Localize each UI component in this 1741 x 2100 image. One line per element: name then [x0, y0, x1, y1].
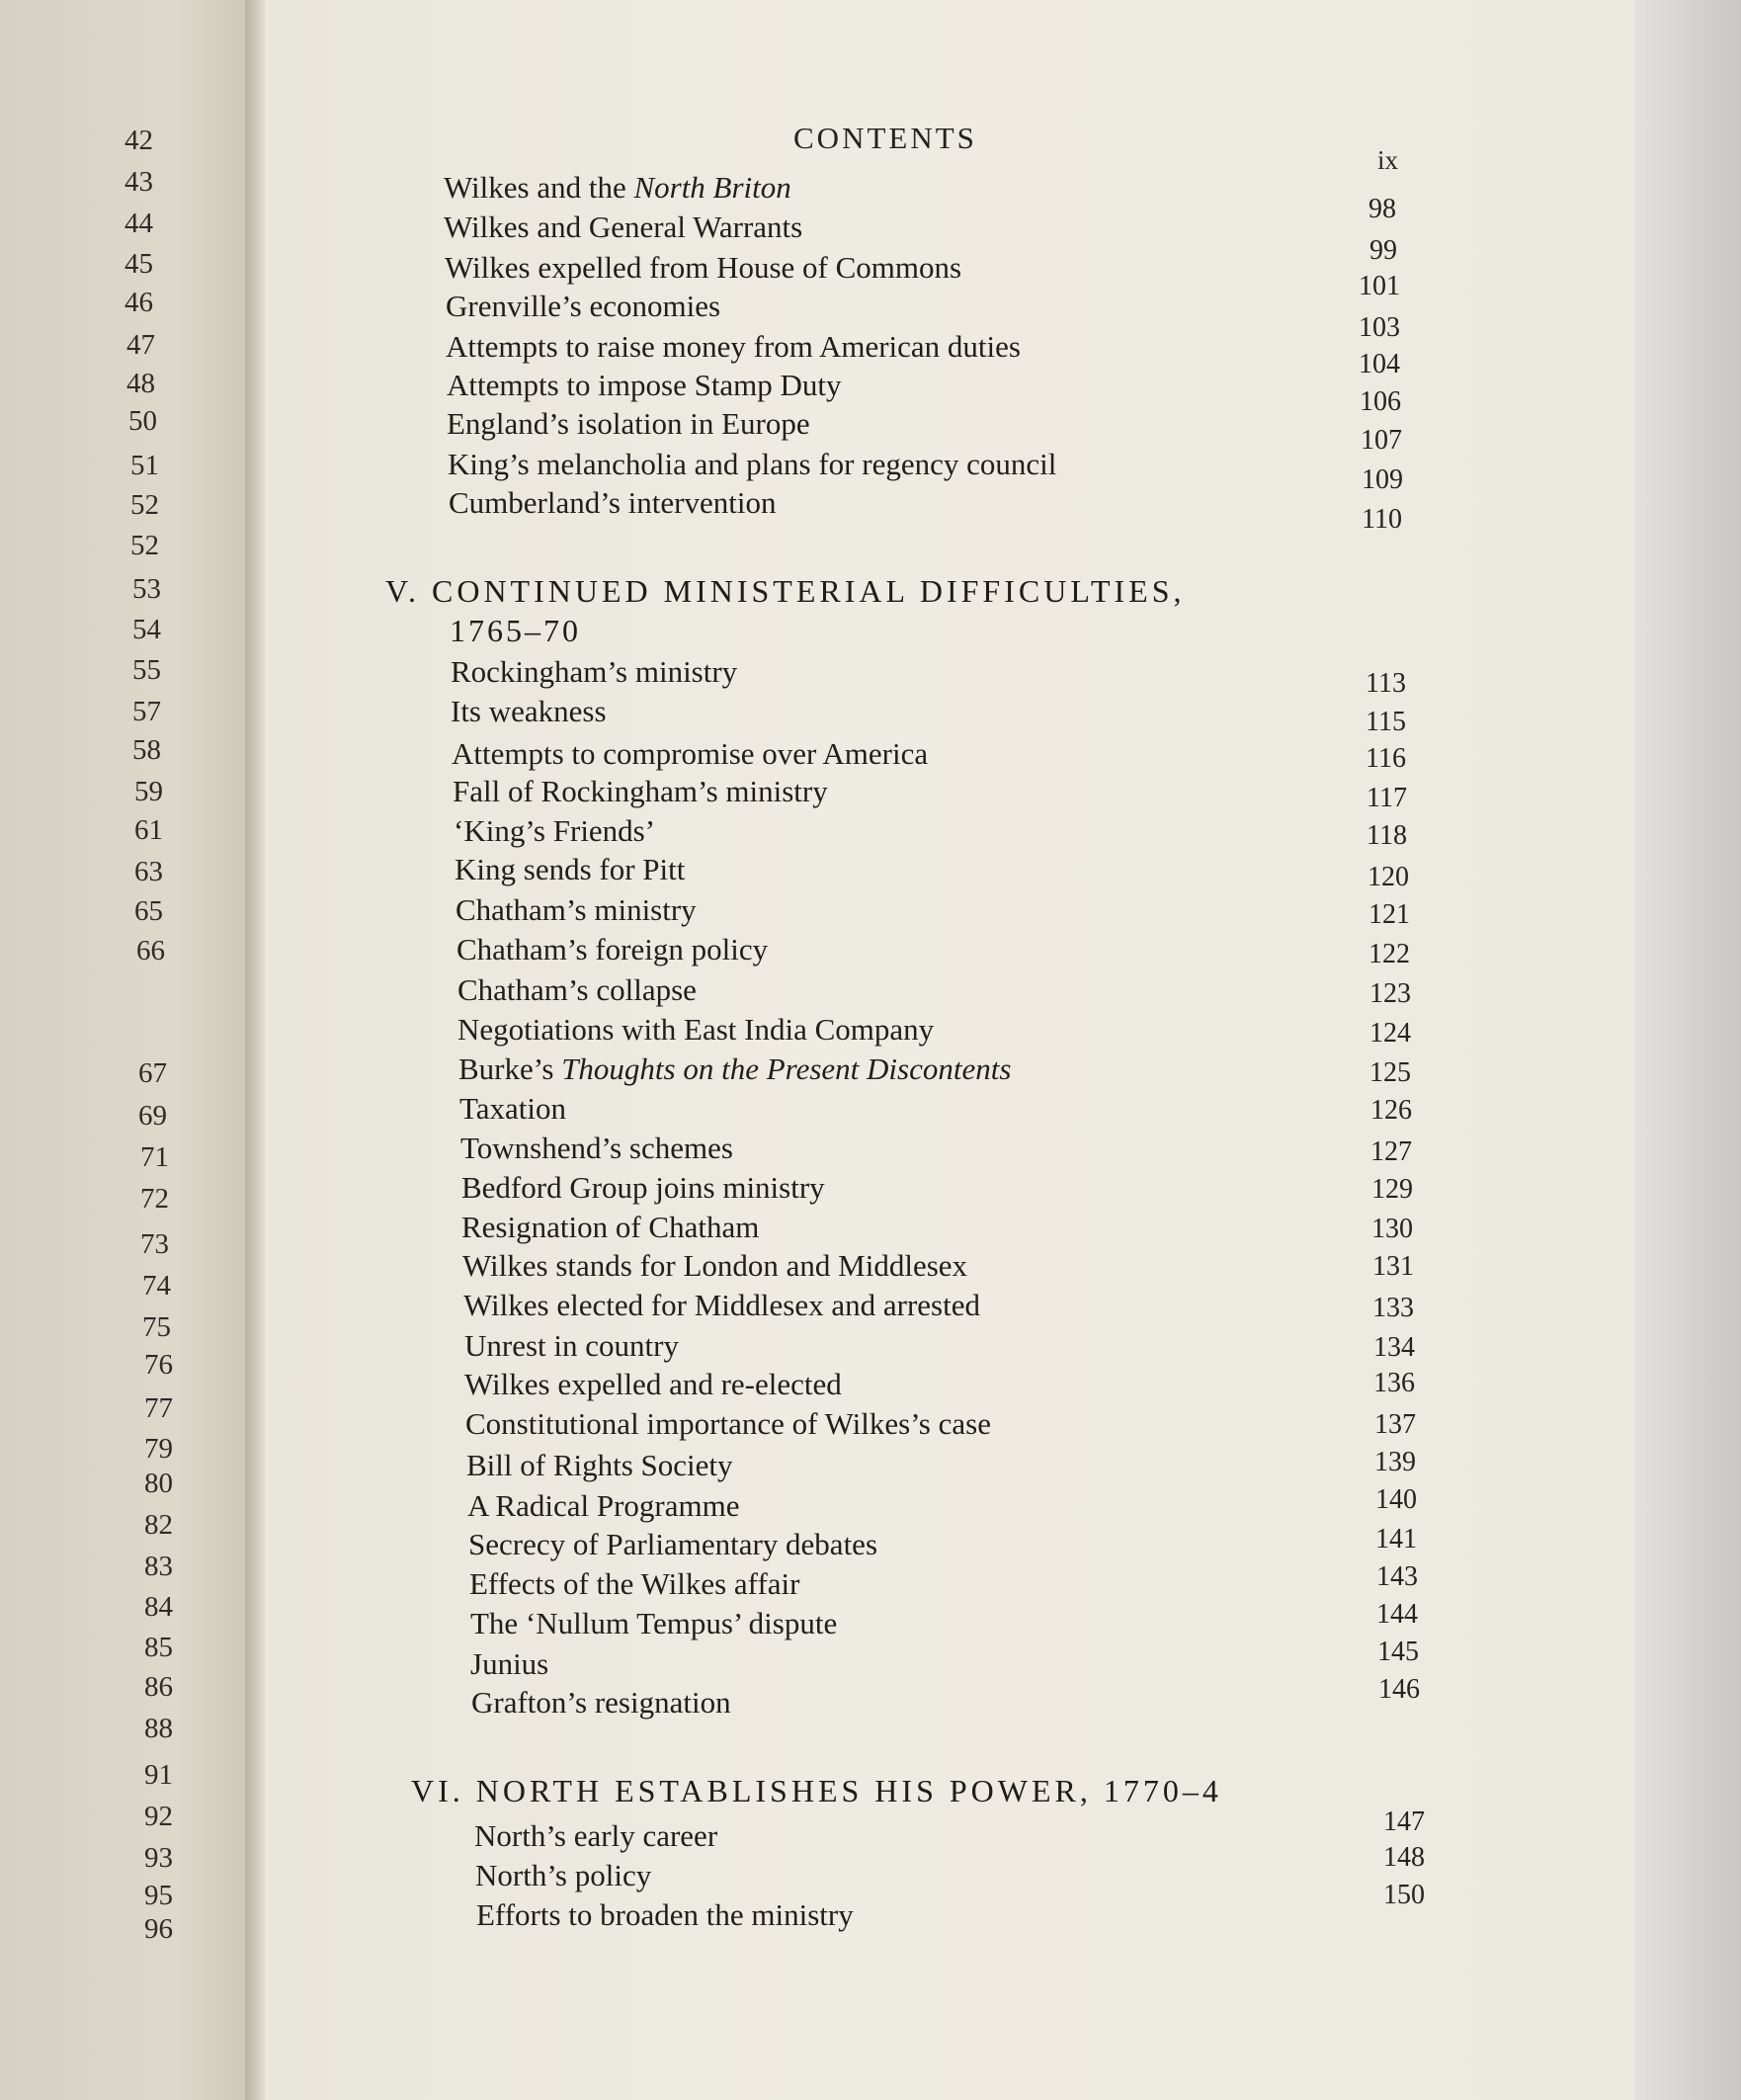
left-number: 72 [140, 1183, 169, 1215]
left-number: 75 [142, 1311, 171, 1343]
left-number: 61 [134, 814, 163, 846]
chapter-heading: VI. NORTH ESTABLISHES HIS POWER, 1770–4 [411, 1773, 1222, 1808]
toc-page-number: 137 [1374, 1409, 1416, 1440]
running-head: CONTENTS [793, 121, 977, 155]
left-number: 71 [140, 1141, 169, 1173]
toc-entry: Bill of Rights Society [466, 1448, 733, 1482]
toc-entry: Resignation of Chatham [461, 1210, 760, 1244]
left-number: 57 [132, 696, 161, 727]
left-number: 65 [134, 895, 163, 927]
toc-page-number: 103 [1359, 312, 1400, 343]
toc-entry: Attempts to raise money from American duties [446, 329, 1021, 364]
toc-entry: Fall of Rockingham’s ministry [453, 774, 828, 808]
toc-entry: Chatham’s foreign policy [456, 932, 769, 966]
toc-page-number: 127 [1370, 1136, 1412, 1167]
left-number: 74 [142, 1270, 171, 1302]
left-number: 51 [130, 450, 159, 481]
left-number: 77 [144, 1392, 173, 1424]
toc-page-number: 143 [1376, 1561, 1418, 1592]
left-number: 91 [144, 1759, 173, 1791]
toc-entry: Wilkes stands for London and Middlesex [462, 1248, 968, 1283]
toc-page-number: 145 [1377, 1637, 1419, 1667]
left-number: 58 [132, 734, 161, 766]
toc-page-number: 131 [1372, 1251, 1414, 1282]
toc-page-number: 136 [1373, 1368, 1415, 1398]
toc-page-number: 125 [1369, 1057, 1411, 1088]
book-gutter [245, 0, 267, 2100]
toc-entry: Attempts to compromise over America [452, 736, 929, 771]
toc-entry: ‘King’s Friends’ [454, 813, 656, 848]
left-number: 53 [132, 573, 161, 605]
left-number: 69 [138, 1100, 167, 1132]
left-number: 86 [144, 1671, 173, 1703]
left-number: 82 [144, 1509, 173, 1541]
toc-entry: Grenville’s economies [446, 289, 721, 323]
left-number: 50 [128, 405, 157, 437]
toc-entry: King’s melancholia and plans for regency council [448, 447, 1057, 481]
toc-entry: England’s isolation in Europe [447, 406, 810, 441]
toc-entry: Wilkes expelled from House of Commons [445, 250, 962, 285]
toc-entry: Attempts to impose Stamp Duty [447, 368, 842, 402]
left-number: 52 [130, 530, 159, 561]
toc-page-number: 121 [1368, 899, 1410, 930]
toc-page-number: 118 [1367, 820, 1407, 851]
toc-entry: Wilkes expelled and re-elected [464, 1367, 842, 1401]
left-number: 42 [124, 125, 153, 156]
toc-page-number: 146 [1378, 1674, 1420, 1705]
toc-page-number: 113 [1366, 668, 1406, 699]
toc-entry: Taxation [459, 1091, 567, 1126]
left-number: 48 [126, 368, 155, 399]
toc-entry: North’s policy [475, 1858, 652, 1892]
toc-page-number: 115 [1366, 707, 1406, 737]
left-number: 46 [124, 287, 153, 318]
toc-entry: Wilkes and General Warrants [444, 210, 803, 244]
left-number: 55 [132, 654, 161, 686]
toc-page-number: 110 [1362, 504, 1402, 535]
toc-page-number: 123 [1369, 978, 1411, 1009]
toc-page-number: 134 [1373, 1332, 1415, 1363]
toc-entry: Grafton’s resignation [471, 1685, 731, 1720]
toc-page-number: 130 [1371, 1214, 1413, 1244]
toc-page-number: 124 [1369, 1018, 1411, 1049]
left-number: 73 [140, 1228, 169, 1260]
left-number: 63 [134, 856, 163, 887]
toc-entry: Cumberland’s intervention [449, 485, 777, 520]
toc-entry: Efforts to broaden the ministry [476, 1897, 854, 1932]
toc-entry: Constitutional importance of Wilkes’s case [465, 1406, 991, 1441]
left-number: 84 [144, 1591, 173, 1623]
toc-entry: Townshend’s schemes [460, 1131, 733, 1165]
toc-page-number: 117 [1367, 783, 1407, 813]
toc-page-number: 141 [1375, 1524, 1417, 1554]
left-number: 92 [144, 1801, 173, 1832]
toc-entry: Wilkes elected for Middlesex and arrested [463, 1288, 980, 1322]
left-number: 80 [144, 1468, 173, 1499]
toc-entry: King sends for Pitt [455, 852, 686, 886]
toc-entry: Bedford Group joins ministry [461, 1170, 825, 1205]
toc-entry: Chatham’s ministry [456, 892, 697, 927]
chapter-heading: V. CONTINUED MINISTERIAL DIFFICULTIES, [385, 573, 1186, 609]
toc-entry: A Radical Programme [467, 1488, 740, 1523]
left-number: 76 [144, 1349, 173, 1381]
chapter-dates: 1765–70 [450, 613, 581, 648]
toc-entry: Secrecy of Parliamentary debates [468, 1527, 878, 1561]
toc-page-number: 122 [1368, 939, 1410, 969]
left-number: 52 [130, 489, 159, 521]
left-number: 93 [144, 1842, 173, 1874]
toc-entry: Chatham’s collapse [457, 972, 697, 1007]
toc-page-number: 120 [1368, 862, 1409, 892]
left-number: 47 [126, 329, 155, 361]
left-number: 44 [124, 208, 153, 239]
left-number: 45 [124, 248, 153, 280]
toc-page-number: 140 [1375, 1484, 1417, 1515]
left-page-numbers [121, 0, 229, 2100]
toc-entry: Its weakness [451, 694, 607, 728]
toc-page-number: 109 [1362, 464, 1403, 495]
toc-page-number: 104 [1359, 349, 1400, 379]
toc-page-number: 107 [1361, 425, 1402, 456]
toc-page-number: 150 [1383, 1880, 1425, 1910]
left-number: 88 [144, 1713, 173, 1744]
left-number: 59 [134, 776, 163, 807]
toc-page-number: 99 [1369, 235, 1397, 266]
left-number: 66 [136, 935, 165, 966]
toc-page-number: 148 [1383, 1842, 1425, 1873]
toc-entry: Effects of the Wilkes affair [469, 1566, 800, 1601]
left-number: 85 [144, 1632, 173, 1663]
page-folio: ix [1377, 145, 1399, 175]
toc-page-number: 139 [1374, 1447, 1416, 1477]
toc-entry: Junius [470, 1646, 549, 1681]
toc-page-number: 147 [1383, 1806, 1425, 1837]
toc-page-number: 129 [1371, 1174, 1413, 1205]
toc-entry: North’s early career [474, 1818, 718, 1853]
toc-page-number: 144 [1376, 1599, 1418, 1630]
left-number: 83 [144, 1551, 173, 1582]
toc-entry: The ‘Nullum Tempus’ dispute [470, 1606, 838, 1640]
toc-page-number: 106 [1360, 386, 1401, 417]
left-number: 67 [138, 1057, 167, 1089]
left-number: 43 [124, 166, 153, 198]
left-number: 54 [132, 614, 161, 645]
toc-entry: Burke’s Thoughts on the Present Discontents [458, 1051, 1012, 1086]
toc-page-number: 126 [1370, 1095, 1412, 1126]
toc-page-number: 101 [1359, 271, 1400, 301]
toc-entry: Wilkes and the North Briton [444, 170, 791, 205]
toc-page-number: 133 [1372, 1293, 1414, 1323]
toc-entry: Negotiations with East India Company [457, 1012, 935, 1047]
left-number: 95 [144, 1880, 173, 1911]
background-surface [1634, 0, 1741, 2100]
toc-page-number: 116 [1366, 743, 1406, 774]
toc-entry: Rockingham’s ministry [451, 654, 738, 689]
toc-page-number: 98 [1368, 194, 1396, 224]
left-number: 79 [144, 1433, 173, 1465]
toc-entry: Unrest in country [464, 1328, 679, 1363]
left-number: 96 [144, 1913, 173, 1945]
